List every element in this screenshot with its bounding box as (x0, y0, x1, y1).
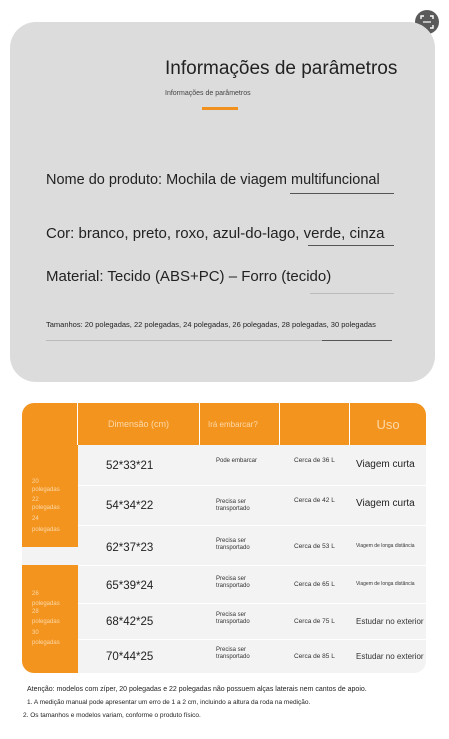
product-colors: Cor: branco, preto, roxo, azul-do-lago, verde, cinza (46, 225, 385, 242)
size-label: 28 (32, 609, 39, 615)
row-capacity: Cerca de 42 L (294, 497, 335, 504)
row-capacity: Cerca de 85 L (294, 653, 335, 660)
size-label: polegadas (32, 527, 60, 533)
row-use: Viagem de longa distância (356, 581, 415, 587)
row-boarding: Pode embarcar (216, 458, 258, 464)
row-use: Estudar no exterior (356, 617, 424, 626)
header-blank (22, 403, 78, 445)
row-capacity: Cerca de 36 L (294, 457, 335, 464)
row-capacity: Cerca de 53 L (294, 543, 335, 550)
row-capacity: Cerca de 65 L (294, 581, 335, 588)
row-boarding: Precisa ser transportado (216, 647, 250, 660)
row-dimension: 70*44*25 (106, 651, 154, 663)
header-dimension: Dimensão (cm) (78, 403, 200, 445)
note-attention: Atenção: modelos com zíper, 20 polegadas e 22 polegadas não possuem alças laterais nem cantos de apoio. (27, 686, 367, 693)
note-measurement: 1. A medição manual pode apresentar um erro de 1 a 2 cm, incluindo a altura da roda na medição. (27, 699, 311, 706)
underline-color (308, 245, 394, 246)
title-accent-bar (202, 107, 238, 110)
row-divider (78, 639, 426, 640)
page-title: Informações de parâmetros (165, 58, 398, 79)
underline-name (290, 193, 394, 194)
row-boarding: Precisa ser transportado (216, 612, 250, 625)
row-dimension: 65*39*24 (106, 580, 154, 592)
product-name: Nome do produto: Mochila de viagem multifuncional (46, 172, 380, 188)
underline-sizes (322, 340, 392, 341)
size-group-b (22, 565, 78, 673)
parameters-card (10, 22, 435, 382)
row-divider (78, 485, 426, 486)
size-label: polegadas (32, 601, 60, 607)
row-use: Viagem curta (356, 459, 415, 470)
size-label: 26 (32, 591, 39, 597)
row-divider (78, 603, 426, 604)
product-sizes: Tamanhos: 20 polegadas, 22 polegadas, 24 polegadas, 26 polegadas, 28 polegadas, 30 polegadas (46, 320, 376, 329)
row-use: Viagem de longa distância (356, 543, 415, 549)
size-table (22, 403, 426, 673)
row-divider (78, 525, 426, 526)
row-capacity: Cerca de 75 L (294, 618, 335, 625)
row-dimension: 62*37*23 (106, 542, 154, 554)
row-dimension: 54*34*22 (106, 500, 154, 512)
row-divider (78, 565, 426, 566)
underline-material (310, 293, 394, 294)
size-label: polegadas (32, 487, 60, 493)
size-label: 30 (32, 630, 39, 636)
size-group-a (22, 445, 78, 547)
header-boarding: Irá embarcar? (200, 403, 280, 445)
size-label: 20 (32, 479, 39, 485)
page-subtitle: Informações de parâmetros (165, 90, 251, 97)
row-dimension: 68*42*25 (106, 616, 154, 628)
header-capacity (280, 403, 350, 445)
row-use: Estudar no exterior (356, 652, 424, 661)
header-use: Uso (376, 416, 400, 432)
row-boarding: Precisa ser transportado (216, 499, 250, 512)
row-dimension: 52*33*21 (106, 460, 154, 472)
product-material: Material: Tecido (ABS+PC) – Forro (tecido) (46, 268, 332, 285)
table-header (22, 403, 426, 445)
size-label: polegadas (32, 619, 60, 625)
row-use: Viagem curta (356, 498, 415, 509)
note-variation: 2. Os tamanhos e modelos variam, conforme o produto físico. (23, 712, 201, 719)
size-label: 24 (32, 516, 39, 522)
size-label: polegadas (32, 640, 60, 646)
size-label: polegadas (32, 505, 60, 511)
row-boarding: Precisa ser transportado (216, 538, 250, 551)
size-label: 22 (32, 497, 39, 503)
row-boarding: Precisa ser transportado (216, 576, 250, 589)
